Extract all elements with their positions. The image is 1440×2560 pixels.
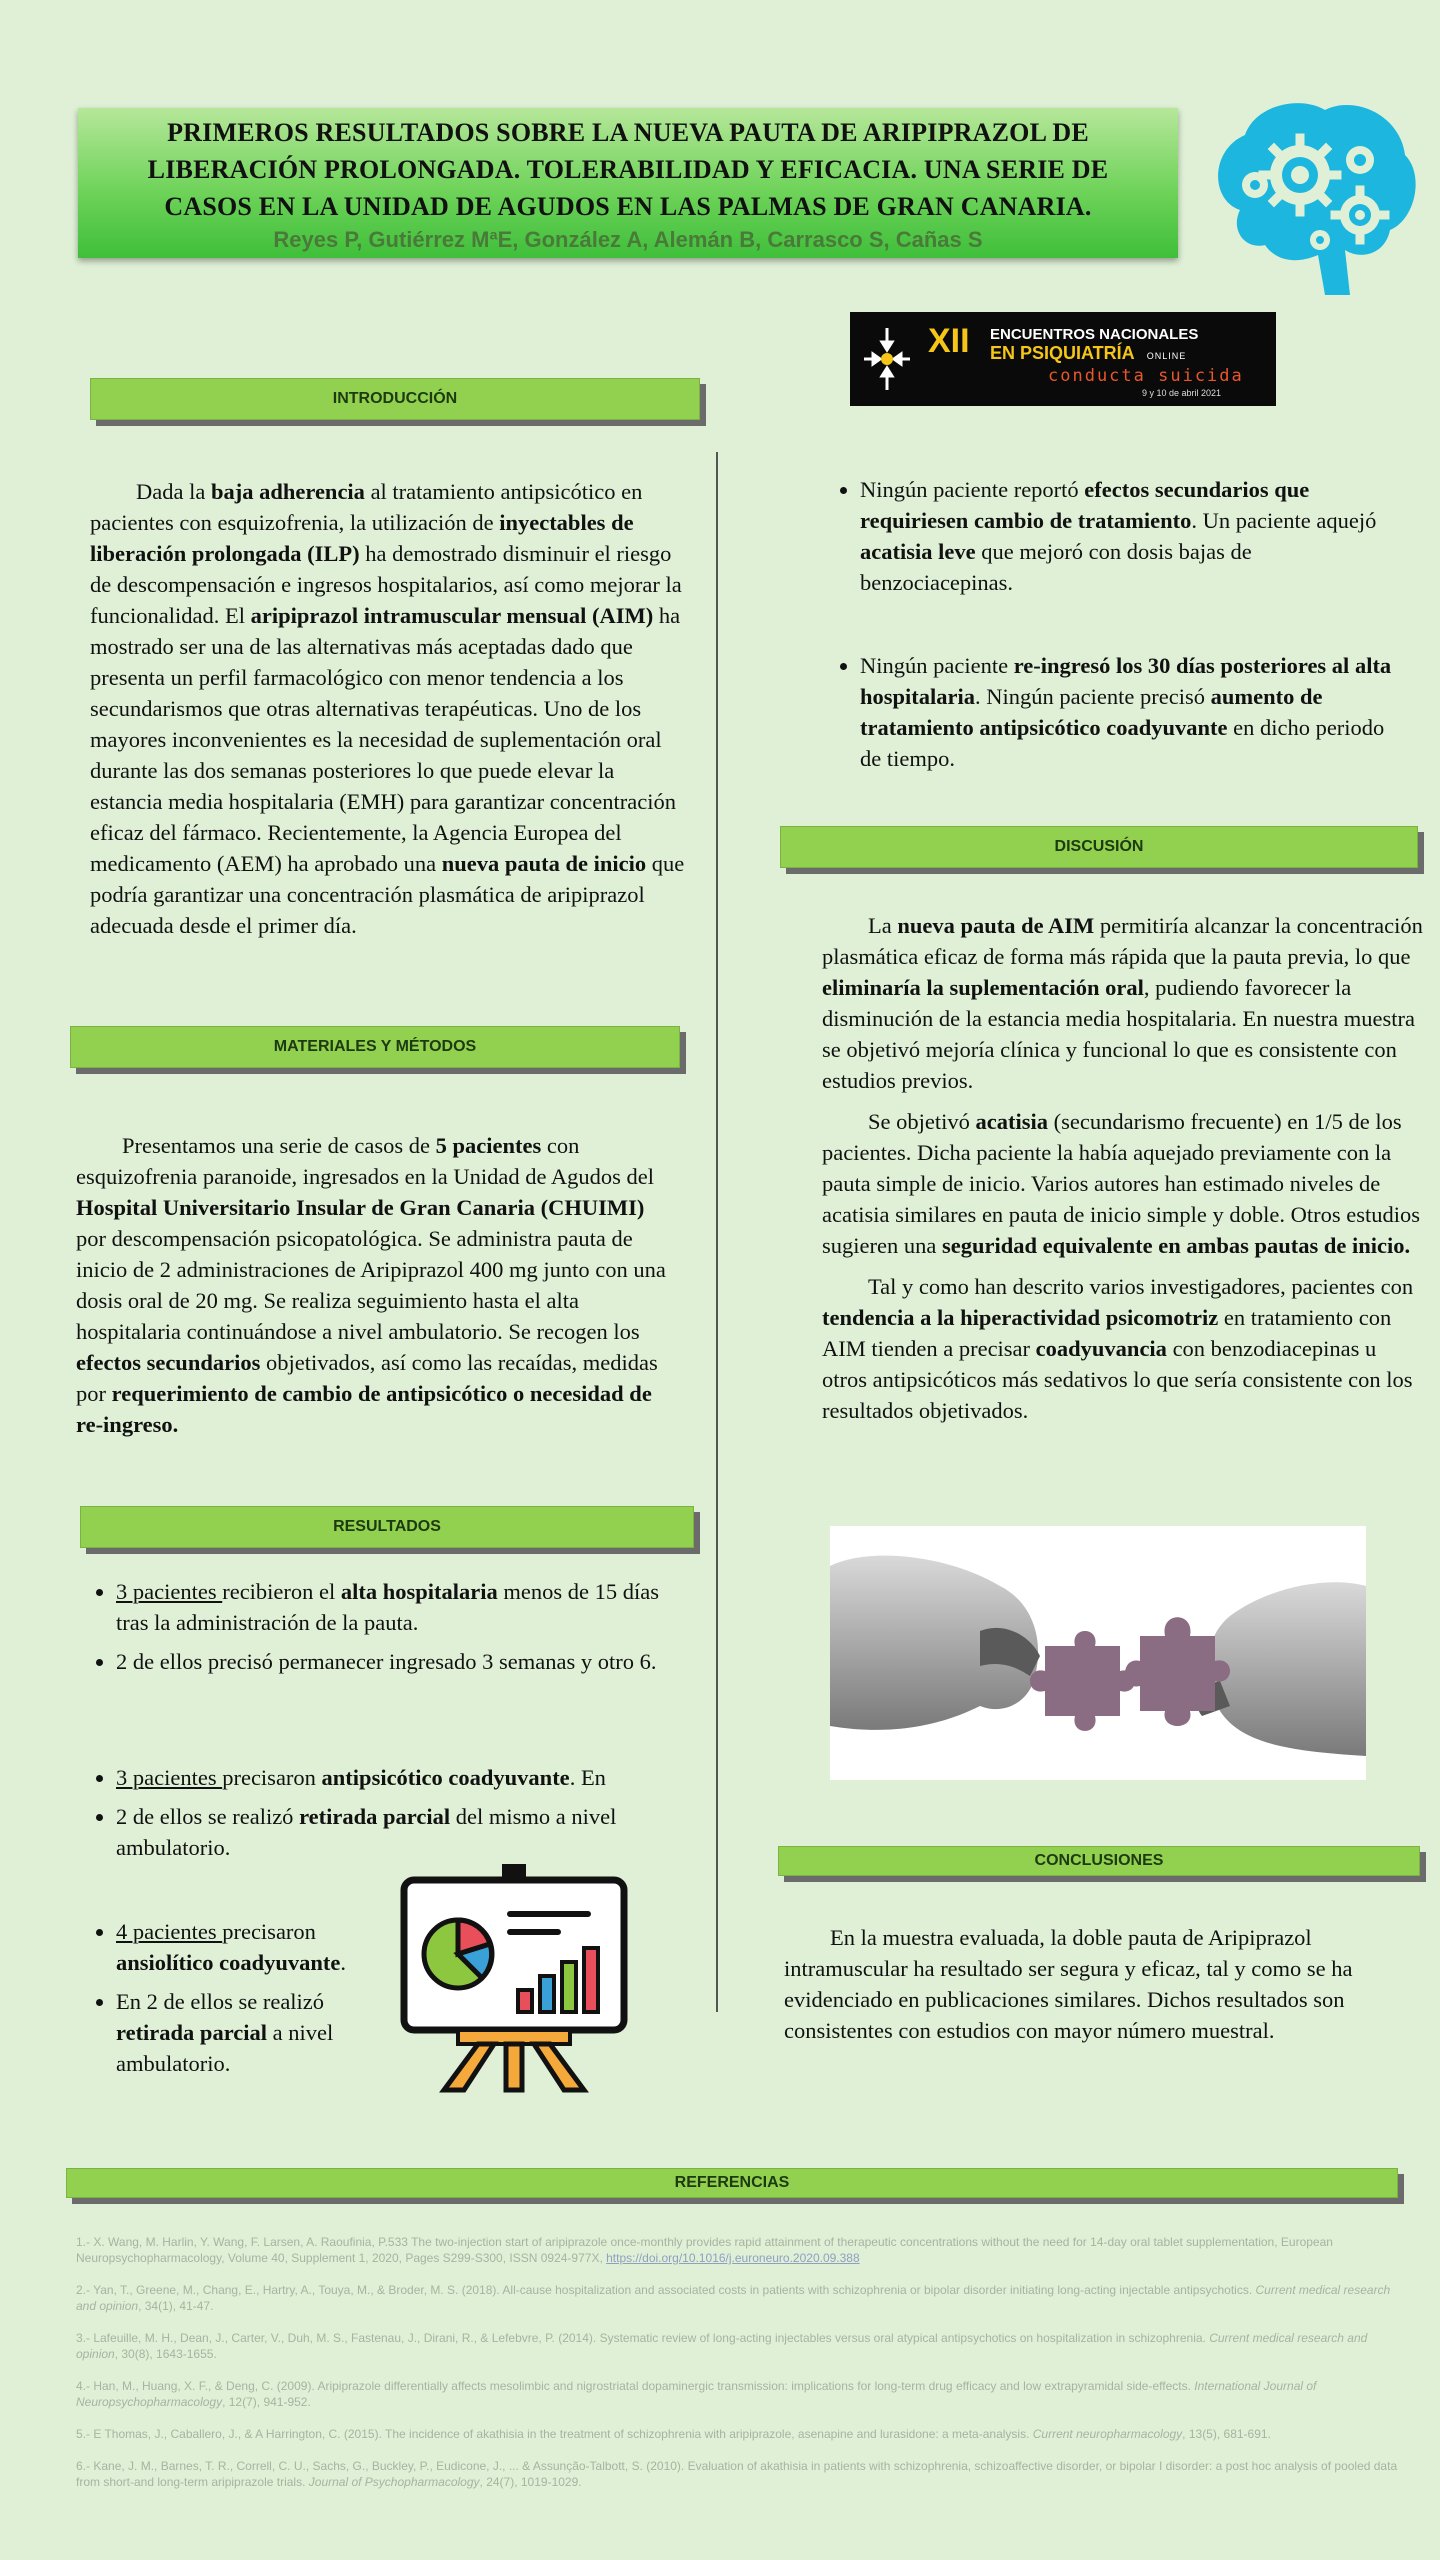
intro-header: INTRODUCCIÓN xyxy=(90,378,700,420)
references-list xyxy=(76,2234,1400,2506)
intro-text: Dada la baja adherencia al tratamiento antipsicótico en pacientes con esquizofrenia, la utilización de inyectables de liberación prolongada (ILP) ha demostrado disminuir el riesgo de descompensación e ingresos hospitalarios, así como mejorar la funcionalidad. El aripiprazol intramuscular mensual (AIM) ha mostrado ser una de las alternativas más aceptadas dado que presenta un perfil farmacológico con menor tendencia a los secundarismos que otras alternativas terapéuticas. Uno de los mayores inconvenientes es la necesidad de suplementación oral durante las dos semanas posteriores lo que puede elevar la estancia media hospitalaria (EMH) para garantizar concentración eficaz del fármaco. Recientemente, la Agencia Europea del medicamento (AEM) ha aprobado una nueva pauta de inicio que podría garantizar una concentración plasmática de aripiprazol adecuada desde el primer día. xyxy=(90,479,685,938)
results-group-3 xyxy=(76,1916,376,2087)
result-item: • 3 pacientes precisaron antipsicótico coadyuvante. En xyxy=(116,1762,676,1793)
event-banner xyxy=(850,312,1276,406)
reference-item: 2.- Yan, T., Greene, M., Chang, E., Hartry, A., Touya, M., & Broder, M. S. (2018). All-cause hospitalization and associated costs in patients with schizophrenia or bipolar disorder initiating long-acting injectable antipsychotics. Current medical research and opinion, 34(1), 41-47. xyxy=(76,2283,1391,2313)
conclusions-header: CONCLUSIONES xyxy=(778,1846,1420,1876)
methods-text: Presentamos una serie de casos de 5 pacientes con esquizofrenia paranoide, ingresados en la Unidad de Agudos del Hospital Universitario Insular de Gran Canaria (CHUIMI) por descompensación psicopatológica. Se administra pauta de inicio de 2 administraciones de Aripiprazol 400 mg junto con una dosis oral de 20 mg. Se realiza seguimiento hasta el alta hospitalaria continuándose a nivel ambulatorio. Se recogen los efectos secundarios objetivados, así como las recaídas, medidas por requerimiento de cambio de antipsicótico o necesidad de re-ingreso. xyxy=(76,1133,666,1437)
puzzle-hands-image xyxy=(830,1526,1366,1780)
authors: Reyes P, Gutiérrez MªE, González A, Alemán B, Carrasco S, Cañas S xyxy=(273,227,983,252)
result-item: • En 2 de ellos se realizó retirada parcial a nivel ambulatorio. xyxy=(116,1986,376,2079)
reference-item: 6.- Kane, J. M., Barnes, T. R., Correll, C. U., Sachs, G., Buckley, P., Eudicone, J., ... & Assunção-Talbott, S. (2010). Evaluation of akathisia in patients with schizophrenia, schizoaffective disorder, or bipolar I disorder: a post hoc analysis of pooled data from short-and long-term aripiprazole trials. Journal of Psychopharmacology, 24(7), 1019-1029. xyxy=(76,2459,1398,2489)
methods-header: MATERIALES Y MÉTODOS xyxy=(70,1026,680,1068)
result-item: • Ningún paciente reportó efectos secundarios que requiriesen cambio de tratamiento. Un paciente aquejó acatisia leve que mejoró con dosis bajas de benzociacepinas. xyxy=(860,474,1400,598)
result-item: • 2 de ellos precisó permanecer ingresado 3 semanas y otro 6. xyxy=(116,1646,676,1677)
reference-item: 3.- Lafeuille, M. H., Dean, J., Carter, V., Duh, M. S., Fastenau, J., Dirani, R., & Lefebvre, P. (2014). Systematic review of long-acting injectables versus oral atypical antipsychotics on hospitalization in schizophrenia. Current medical research and opinion, 30(8), 1643-1655. xyxy=(76,2331,1368,2361)
reference-item: 1.- X. Wang, M. Harlin, Y. Wang, F. Larsen, A. Raoufinia, P.533 The two-injection start of aripiprazole once-monthly provides rapid attainment of therapeutic concentrations without the need for 14-day oral tablet supplementation, European Neuropsychopharmacology, Volume 40, Supplement 1, 2020, Pages S299-S300, ISSN 0924-977X, https://doi.org/10.1016/j.euroneuro.2020.09.388 xyxy=(76,2235,1333,2265)
results-right-bullets xyxy=(820,474,1400,606)
presentation-chart-icon xyxy=(398,1862,630,2094)
discussion-header: DISCUSIÓN xyxy=(780,826,1418,868)
result-item: • Ningún paciente re-ingresó los 30 días posteriores al alta hospitalaria. Ningún paciente precisó aumento de tratamiento antipsicótico coadyuvante en dicho periodo de tiempo. xyxy=(860,650,1400,774)
results-header: RESULTADOS xyxy=(80,1506,694,1548)
banner-number: XII xyxy=(928,322,970,360)
reference-item: 5.- E Thomas, J., Caballero, J., & A Harrington, C. (2015). The incidence of akathisia in the treatment of schizophrenia with aripiprazole, asenapine and lurasidone: a meta-analysis. Current neuropharmacology, 13(5), 681-691. xyxy=(76,2427,1271,2441)
title-box xyxy=(78,108,1178,258)
result-item: • 2 de ellos se realizó retirada parcial del mismo a nivel ambulatorio. xyxy=(116,1801,676,1863)
discussion-text: La nueva pauta de AIM permitiría alcanzar la concentración plasmática eficaz de forma más rápida que la pauta previa, lo que eliminaría la suplementación oral, pudiendo favorecer la disminución de la estancia media hospitalaria. En nuestra muestra se objetivó mejoría clínica y funcional lo que es consistente con estudios previos. Se objetivó acatisia (secundarismo frecuente) en 1/5 de los pacientes. Dicha paciente la había aquejado previamente con la pauta simple de inicio. Varios autores han estimado niveles de acatisia similares en pauta de inicio simple y doble. Otros estudios sugieren una seguridad equivalente en ambas pautas de inicio. Tal y como han descrito varios investigadores, pacientes con tendencia a la hiperactividad psicomotriz en tratamiento con AIM tienden a precisar coadyuvancia con benzodiacepinas u otros antipsicóticos más sedativos lo que sería consistente con los resultados objetivados. xyxy=(822,913,1423,1423)
banner-line2: EN PSIQUIATRÍA xyxy=(990,343,1135,363)
arrows-icon xyxy=(862,326,912,392)
result-item: • 3 pacientes recibieron el alta hospitalaria menos de 15 días tras la administración de la pauta. xyxy=(116,1576,676,1638)
banner-date: 9 y 10 de abril 2021 xyxy=(1142,388,1222,398)
banner-online: ONLINE xyxy=(1146,351,1187,361)
reference-item: 4.- Han, M., Huang, X. F., & Deng, C. (2009). Aripiprazole differentially affects mesolimbic and nigrostriatal dopaminergic transmission: implications for long-term drug efficacy and low extrapyramidal side-effects. International Journal of Neuropsychopharmacology, 12(7), 941-952. xyxy=(76,2379,1317,2409)
conclusions-text: En la muestra evaluada, la doble pauta de Aripiprazol intramuscular ha resultado ser segura y eficaz, tal y como se ha evidenciado en publicaciones similares. Dichos resultados son consistentes con estudios con mayor número muestral. xyxy=(784,1925,1353,2043)
banner-theme: conducta suicida xyxy=(1048,366,1244,386)
reference-link[interactable]: https://doi.org/10.1016/j.euroneuro.2020.09.388 xyxy=(606,2251,860,2265)
references-header: REFERENCIAS xyxy=(66,2168,1398,2198)
result-item: • 4 pacientes precisaron ansiolítico coadyuvante. xyxy=(116,1916,376,1978)
poster-title: PRIMEROS RESULTADOS SOBRE LA NUEVA PAUTA DE ARIPIPRAZOL DE LIBERACIÓN PROLONGADA. TOLERABILIDAD Y EFICACIA. UNA SERIE DE CASOS EN LA UNIDAD DE AGUDOS EN LAS PALMAS DE GRAN CANARIA. xyxy=(147,118,1109,221)
banner-line1: ENCUENTROS NACIONALES xyxy=(990,326,1199,343)
brain-gears-icon xyxy=(1200,90,1420,310)
column-divider xyxy=(716,452,718,2012)
results-group-1 xyxy=(76,1576,676,1685)
results-group-2 xyxy=(76,1762,676,1871)
results-right-bullets-2 xyxy=(820,650,1400,782)
